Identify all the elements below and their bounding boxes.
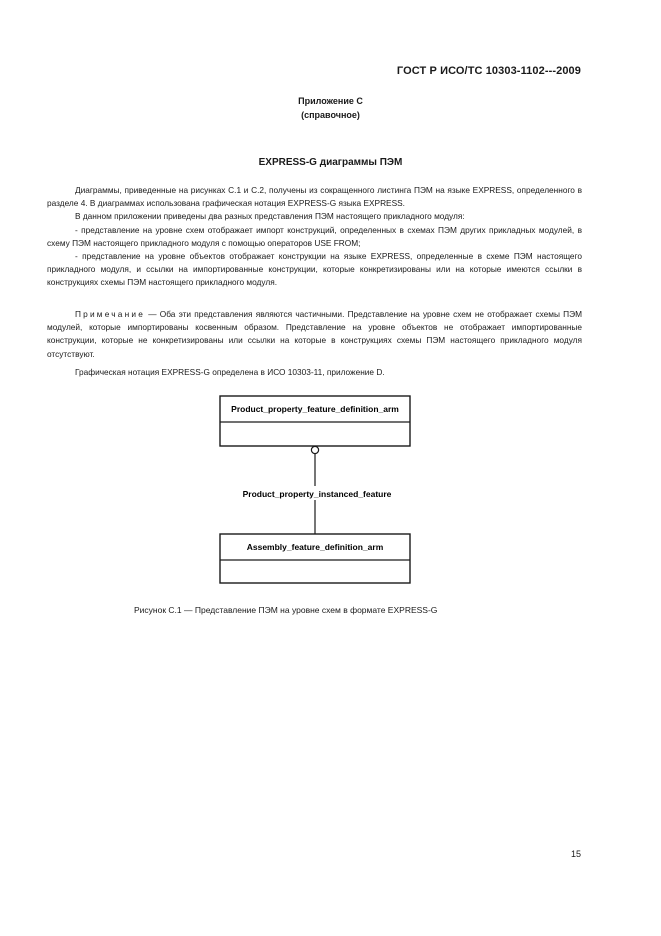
section-title: EXPRESS-G диаграммы ПЭМ [258, 157, 403, 168]
paragraph: Графическая нотация EXPRESS-G определена в ИСО 10303-11, приложение D. [75, 367, 385, 377]
appendix-title: Приложение С [298, 96, 363, 106]
entity-box-bottom [220, 534, 410, 583]
paragraph: Диаграммы, приведенные на рисунках С.1 и С.2, получены из сокращенного листинга ПЭМ на языке EXPRESS, определенного в разделе 4. В диаграммах использована графическая нотация EXPRESS-G языка EXPRESS. [47, 185, 582, 209]
list-item: - представление на уровне схем отображает импорт конструкций, определенных в схемах ПЭМ других прикладных модулей, в схему ПЭМ настоящего прикладного модуля с помощью операторов USE FROM; [47, 224, 582, 248]
list-item: - представление на уровне объектов отображает конструкции на языке EXPRESS, определенные в схеме ПЭМ настоящего прикладного модуля, и ссылки на импортированные конструкции, которые конкретизированы или на которые имеются ссылки в конструкциях схемы ПЭМ настоящего прикладного модуля. [47, 251, 582, 288]
document-code: ГОСТ Р ИСО/ТС 10303-1102---2009 [396, 65, 581, 77]
appendix-subtitle: (справочное) [301, 110, 360, 120]
page-number: 15 [570, 849, 581, 859]
relationship-label: Product_property_instanced_feature [242, 489, 392, 499]
entity-box-top [220, 396, 410, 446]
relationship-connector [243, 446, 392, 534]
note-label: Примечание [75, 309, 146, 319]
figure-caption: Рисунок С.1 — Представление ПЭМ на уровне схем в формате EXPRESS-G [134, 605, 438, 615]
note-text: — Оба эти представления являются частичными. Представление на уровне схем не отображает схемы ПЭМ модулей, которые импортированы косвенным образом. Представление на уровне объектов не отображает импортированные конструкции, которые не конкретизированы или ссылки на которые в конструкциях схемы ПЭМ настоящего прикладного модуля отсутствуют. [47, 309, 582, 359]
relationship-end-circle [311, 446, 318, 453]
entity-name-bottom: Assembly_feature_definition_arm [246, 542, 384, 552]
entity-name-top: Product_property_feature_definition_arm [231, 404, 399, 414]
paragraph: В данном приложении приведены два разных представления ПЭМ настоящего прикладного модуля: [75, 211, 465, 222]
